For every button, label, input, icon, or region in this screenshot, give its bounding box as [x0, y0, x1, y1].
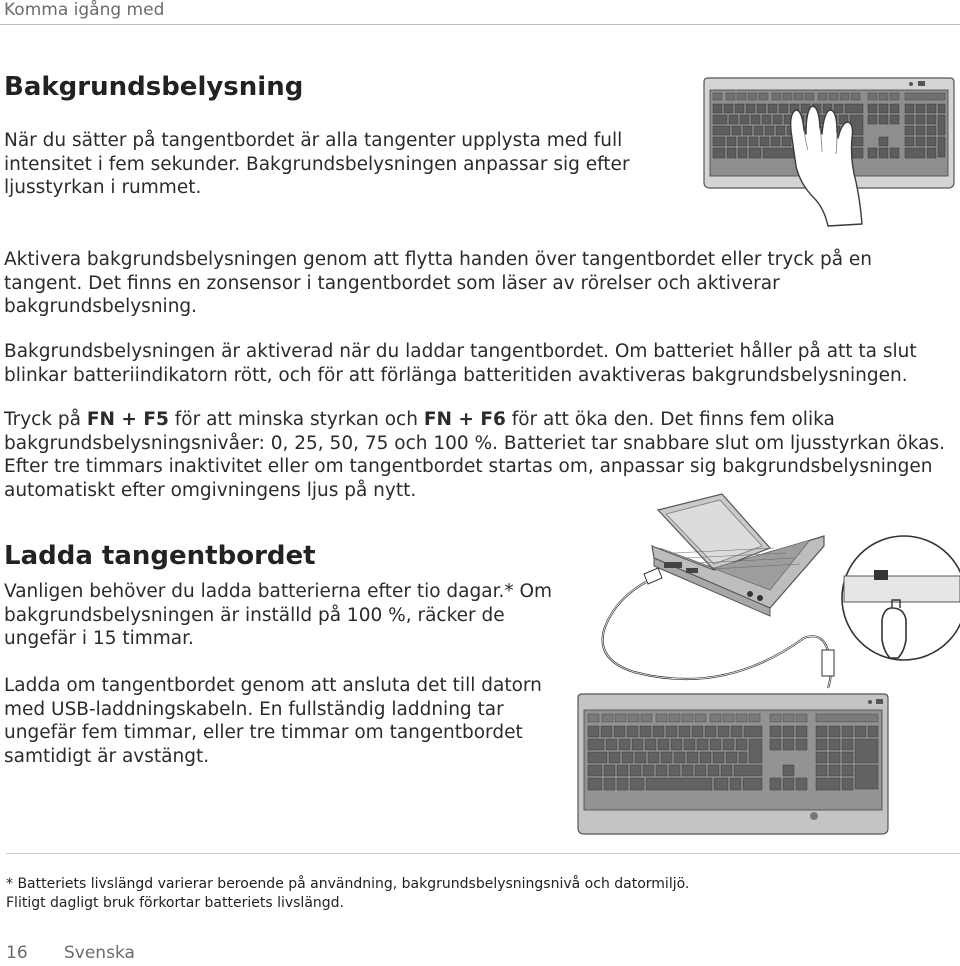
p4-text-start: Tryck på [4, 409, 87, 430]
page-number: 16 [6, 943, 28, 963]
charging-illustration [574, 490, 960, 836]
key-combo-increase: FN + F6 [423, 409, 506, 430]
footnote [6, 875, 689, 913]
page-language: Svenska [64, 943, 135, 963]
footnote-divider [6, 853, 960, 854]
footnote-line-2: Flitigt dagligt bruk förkortar batteriets livslängd. [6, 895, 344, 911]
backlight-paragraph-3: Bakgrundsbelysningen är aktiverad när du laddar tangentbordet. Om batteriet håller på att ta slut blinkar batteriindikatorn rött, och för att förlänga batteritiden avaktiveras bakgrundsbelysningen. [4, 341, 917, 386]
header-divider [0, 24, 960, 25]
backlight-paragraph-4 [4, 408, 960, 502]
charging-paragraph-2: Ladda om tangentbordet genom att ansluta det till datorn med USB-laddningskabeln. En fullständig laddning tar ungefär fem timmar, eller tre timmar om tangentbordet samtidigt är avstängt. [4, 675, 542, 767]
charging-paragraph-1: Vanligen behöver du ladda batterierna efter tio dagar.* Om bakgrundsbelysningen är inställd på 100 %, räcker de ungefär i 15 timmar. [4, 581, 553, 649]
running-header: Komma igång med [4, 0, 165, 20]
p4-text-end: för att öka den. Det finns fem olika bakgrundsbelysningsnivåer: 0, 25, 50, 75 och 100 %. Batteriet tar snabbare slut om ljusstyrkan ökas. Efter tre timmars inaktivitet eller om tangentbordet startas om, anpassar sig bakgrundsbelysningen automatiskt efter omgivningens ljus på nytt. [4, 409, 945, 501]
keyboard-hand-illustration [700, 74, 958, 234]
footnote-line-1: * Batteriets livslängd varierar beroende på användning, bakgrundsbelysningsnivå och datormiljö. [6, 876, 690, 892]
section-title-backlight: Bakgrundsbelysning [4, 72, 304, 102]
key-combo-decrease: FN + F5 [86, 409, 169, 430]
p4-text-middle: för att minska styrkan och [168, 409, 424, 430]
section-title-charging: Ladda tangentbordet [4, 541, 316, 571]
backlight-paragraph-1: När du sätter på tangentbordet är alla tangenter upplysta med full intensitet i fem sekunder. Bakgrundsbelysningen anpassar sig efter ljusstyrkan i rummet. [4, 130, 630, 198]
backlight-paragraph-2: Aktivera bakgrundsbelysningen genom att flytta handen över tangentbordet eller tryck på en tangent. Det finns en zonsensor i tangentbordet som läser av rörelser och aktiverar bakgrundsbelysning. [4, 249, 873, 317]
